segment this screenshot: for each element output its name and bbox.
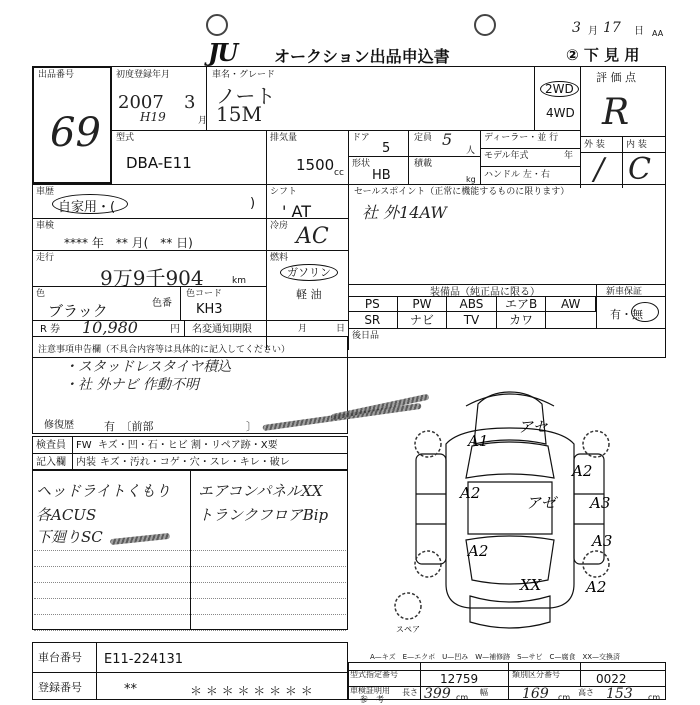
copy-label: ② 下 見 用 xyxy=(566,46,640,64)
doors-label: ドア xyxy=(352,133,370,143)
model-year-label: モデル年式 xyxy=(484,151,529,161)
width-unit: cm xyxy=(558,693,571,702)
punch-hole-left xyxy=(206,14,228,36)
first-reg-year[interactable]: 2007 xyxy=(118,92,164,113)
r-ticket-value[interactable]: 10,980 xyxy=(82,318,138,337)
notes-line2[interactable]: ・社 外ナビ 作動不明 xyxy=(64,377,199,393)
dealer-label: ディーラー・並 行 xyxy=(484,133,559,143)
hand-note-3[interactable]: 下廻りSC xyxy=(36,528,103,546)
equipment-item[interactable]: PW xyxy=(398,296,448,312)
date-day: 17 xyxy=(603,20,621,36)
fuel-diesel[interactable]: 軽 油 xyxy=(296,288,322,301)
logo: JU xyxy=(208,38,237,67)
notice-label: 名変通知期限 xyxy=(192,324,252,335)
height-value[interactable]: 153 xyxy=(606,686,633,702)
writing-line xyxy=(34,630,346,631)
usage-label: 車歴 xyxy=(36,187,55,197)
doors-value[interactable]: 5 xyxy=(382,141,391,156)
ref-label: 参 考 xyxy=(360,695,384,704)
date-month-label: 月 xyxy=(588,26,598,37)
class-label: 類別区分番号 xyxy=(512,670,560,679)
first-reg-month[interactable]: 3 xyxy=(184,92,196,113)
date-month: 3 xyxy=(572,20,581,36)
inspection-label: 車検 xyxy=(36,221,55,231)
hand-note-1[interactable]: ヘッドライトくもり xyxy=(36,482,171,500)
writing-line xyxy=(34,598,346,599)
color-code-value[interactable]: KH3 xyxy=(196,302,223,317)
equipment-item[interactable]: エアB xyxy=(497,296,547,312)
handle-label: ハンドル 左・右 xyxy=(484,170,550,180)
inspector-row1-head: FW xyxy=(76,440,92,451)
usage-close: ) xyxy=(250,196,256,211)
hand-note-5[interactable]: トランクフロアBip xyxy=(198,506,329,524)
mileage-unit: km xyxy=(232,276,246,286)
recycle-value[interactable]: 有・無 xyxy=(610,308,643,321)
drive-2wd[interactable]: 2WD xyxy=(540,82,579,96)
car-diagram[interactable] xyxy=(350,384,666,636)
lot-label: 出品番号 xyxy=(38,70,75,80)
color-code-label: 色番 xyxy=(152,298,172,309)
r-ticket-unit: 円 xyxy=(170,324,180,335)
writing-line xyxy=(34,582,346,583)
aircon-label: 冷房 xyxy=(270,221,289,231)
damage-mark[interactable]: A2 xyxy=(468,542,489,560)
shape-label: 形状 xyxy=(352,159,371,169)
lot-value[interactable]: 69 xyxy=(50,110,101,156)
displacement-unit: cc xyxy=(334,168,344,178)
first-reg-era: H19 xyxy=(140,110,166,124)
registration-stars[interactable]: ＊ ＊ ＊ ＊ ＊ ＊ ＊ ＊ xyxy=(190,684,313,698)
inspection-value[interactable]: **** 年 ** 月( ** 日) xyxy=(64,236,193,250)
repair-value[interactable]: 有 〔前部 xyxy=(104,420,154,433)
displacement-value[interactable]: 1500 xyxy=(296,156,335,174)
model-value[interactable]: DBA-E11 xyxy=(126,154,192,172)
shift-label: シフト xyxy=(270,187,298,197)
r-ticket-label: R 券 xyxy=(40,324,61,335)
equipment-item[interactable]: TV xyxy=(447,312,497,328)
capacity-unit: 人 xyxy=(466,146,476,156)
displacement-label: 排気量 xyxy=(270,133,298,143)
inspector-row1: キズ・凹・石・ヒビ 割・リペア跡・X要 xyxy=(98,440,278,451)
writing-line xyxy=(34,566,346,567)
sales-point-label: セールスポイント（正常に機能するものに限ります） xyxy=(354,187,570,197)
fuel-label: 燃料 xyxy=(270,253,289,263)
fuel-petrol[interactable]: ガソリン xyxy=(280,264,338,280)
mileage-label: 走行 xyxy=(36,253,55,263)
damage-mark[interactable]: A2 xyxy=(460,484,481,502)
form-title: オークション出品申込書 xyxy=(274,47,450,66)
height-label: 高さ xyxy=(578,688,594,697)
inspector-row2: キズ・汚れ・コゲ・穴・スレ・キレ・破レ xyxy=(100,457,290,468)
equipment-item[interactable]: AW xyxy=(546,296,596,312)
ext-label: 外 装 xyxy=(584,140,605,150)
notes-line1[interactable]: ・スタッドレスタイヤ積込 xyxy=(64,359,232,375)
capacity-label: 定員 xyxy=(414,133,433,143)
class-value[interactable]: 0022 xyxy=(596,672,627,686)
car-name-value[interactable]: ノート xyxy=(216,84,276,108)
writing-line xyxy=(34,550,346,551)
recycle-label: 新車保証 xyxy=(606,287,643,297)
date-day-label: 日 xyxy=(634,26,644,37)
inspector-label-2: 記入欄 xyxy=(36,457,66,468)
int-label: 内 装 xyxy=(626,140,647,150)
color-value[interactable]: ブラック xyxy=(48,302,108,320)
rating-value[interactable]: R xyxy=(602,92,630,133)
inspector-row2-head: 内装 xyxy=(76,457,96,468)
car-name-label: 車名・グレード xyxy=(212,70,276,80)
repair-label: 修復歴 xyxy=(44,420,74,431)
damage-mark[interactable]: アセ xyxy=(518,418,548,436)
punch-hole-right xyxy=(474,14,496,36)
registration-value[interactable]: ** xyxy=(124,682,137,697)
equipment-item[interactable]: PS xyxy=(348,296,398,312)
color-code-sub-label: 色コード xyxy=(186,289,223,299)
damage-mark[interactable]: XX xyxy=(520,576,542,594)
model-year-unit: 年 xyxy=(564,151,574,161)
aircon-value[interactable]: AC xyxy=(296,224,329,249)
damage-mark[interactable]: A3 xyxy=(590,494,611,512)
notice-month: 月 xyxy=(298,324,308,334)
type-label: 型式指定番号 xyxy=(350,670,398,679)
date-suffix: AA xyxy=(652,29,664,38)
damage-mark[interactable]: A2 xyxy=(572,462,593,480)
damage-mark[interactable]: A1 xyxy=(468,432,489,450)
spare-label: スペア xyxy=(396,625,420,634)
length-unit: cm xyxy=(456,693,469,702)
sales-point-value[interactable]: 社 外14AW xyxy=(362,203,447,222)
damage-legend: A—キズ E—エクボ U—凹み W—補修跡 S—サビ C—腐食 XX—交換済 xyxy=(370,653,621,661)
post-date-label: 後日品 xyxy=(352,331,380,341)
cert-label: 車検証明用 xyxy=(350,686,390,695)
car-grade-value[interactable]: 15M xyxy=(216,102,262,126)
width-label: 幅 xyxy=(480,688,488,697)
drive-4wd[interactable]: 4WD xyxy=(546,106,575,120)
width-value[interactable]: 169 xyxy=(522,686,549,702)
damage-mark[interactable]: アゼ xyxy=(526,494,556,512)
registration-label: 登録番号 xyxy=(38,681,82,694)
recycle-circle xyxy=(631,302,659,322)
type-value[interactable]: 12759 xyxy=(440,672,479,686)
damage-mark[interactable]: A2 xyxy=(586,578,607,596)
damage-mark[interactable]: A3 xyxy=(592,532,613,550)
equipment-label: 装備品（純正品に限る） xyxy=(430,287,540,298)
chassis-value[interactable]: E11-224131 xyxy=(104,652,184,667)
height-unit: cm xyxy=(648,693,661,702)
load-label: 積載 xyxy=(414,159,433,169)
writing-line xyxy=(34,614,346,615)
first-reg-label: 初度登録年月 xyxy=(116,70,171,80)
notes-label: 注意事項申告欄（不具合内容等は具体的に記入してください） xyxy=(38,345,291,355)
capacity-value[interactable]: 5 xyxy=(442,130,453,149)
model-label: 型式 xyxy=(116,133,135,143)
equipment-item[interactable]: ABS xyxy=(447,296,497,312)
shape-value[interactable]: HB xyxy=(372,168,391,183)
usage-value[interactable]: 自家用・( xyxy=(58,200,116,215)
first-reg-month-unit: 月 xyxy=(198,116,208,126)
int-value[interactable]: C xyxy=(628,152,651,187)
equipment-item[interactable]: カワ xyxy=(497,312,547,328)
equipment-grid xyxy=(348,296,596,328)
rating-label: 評 価 点 xyxy=(596,71,636,84)
usage-circle xyxy=(52,194,128,214)
shift-value[interactable]: ' AT xyxy=(282,202,311,221)
hand-note-2[interactable]: 各ACUS xyxy=(36,506,97,524)
hand-note-4[interactable]: エアコンパネルXX xyxy=(198,482,323,500)
chassis-label: 車台番号 xyxy=(38,651,82,664)
color-label: 色 xyxy=(36,289,46,299)
load-unit: kg xyxy=(466,175,476,184)
notice-day: 日 xyxy=(336,324,346,334)
length-value[interactable]: 399 xyxy=(424,686,451,702)
equipment-item[interactable]: ナビ xyxy=(398,312,448,328)
inspector-label-1: 検査員 xyxy=(36,440,66,451)
mileage-value[interactable]: 9万9千904 xyxy=(100,266,204,290)
length-label: 長さ xyxy=(402,688,418,697)
equipment-item[interactable]: SR xyxy=(348,312,398,328)
repair-close: 〕 xyxy=(246,420,257,433)
ext-value[interactable]: / xyxy=(594,152,605,187)
